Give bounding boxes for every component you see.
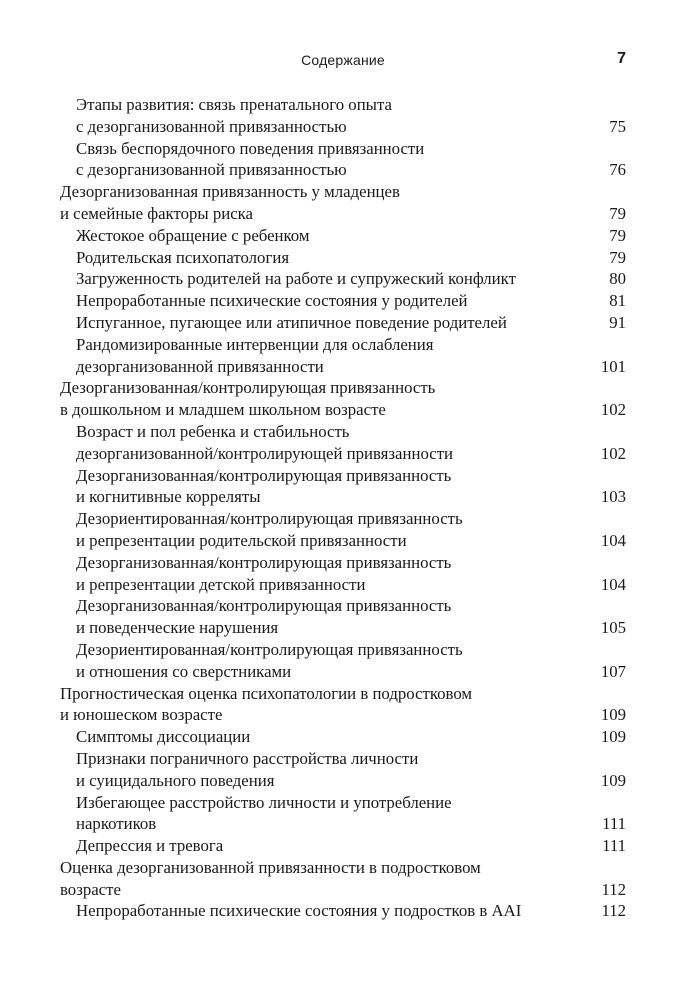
toc-entry-title <box>76 312 574 334</box>
toc-entry-title <box>76 225 574 247</box>
toc-entry-page-number: 112 <box>601 879 626 899</box>
toc-entry <box>60 683 626 727</box>
toc-entry-page-number: 103 <box>600 487 626 507</box>
toc-entry-title <box>76 138 574 182</box>
toc-entry-title-line: и суицидального поведения <box>76 770 275 790</box>
running-header <box>60 48 626 74</box>
toc-entry-page-number: 105 <box>600 618 626 638</box>
toc-entry-page-number: 112 <box>601 901 626 921</box>
toc-entry-page-number: 101 <box>600 356 626 376</box>
running-header-title: Содержание <box>301 52 385 68</box>
toc-entry-title-line: Дезориентированная/контролирующая привязанность <box>76 509 463 529</box>
toc-entry <box>60 334 626 378</box>
toc-entry <box>60 225 626 247</box>
toc-entry-title-line: и отношения со сверстниками <box>76 661 292 681</box>
toc-entry-title <box>76 726 574 748</box>
toc-entry-title-line: и репрезентации родительской привязанности <box>76 530 407 550</box>
toc-entry-page-number: 81 <box>609 291 626 311</box>
toc-entry <box>60 835 626 857</box>
toc-entry <box>60 268 626 290</box>
toc-entry-title-line: и репрезентации детской привязанности <box>76 574 366 594</box>
toc-entry-title-line: Дезорганизованная/контролирующая привязанность <box>76 465 452 485</box>
toc-entry-page-number: 91 <box>609 312 626 332</box>
toc-entry-title-line: Дезорганизованная/контролирующая привязанность <box>76 596 452 616</box>
toc-entry-title-line: Возраст и пол ребенка и стабильность <box>76 421 350 441</box>
toc-entry-title-line: и поведенческие нарушения <box>76 618 279 638</box>
toc-entry-page-number: 102 <box>600 443 626 463</box>
toc-entry-title-line: Дезорганизованная/контролирующая привязанность <box>76 552 452 572</box>
toc-entry-page-number: 104 <box>600 574 626 594</box>
toc-entry-title-line: дезорганизованной/контролирующей привязанности <box>76 443 454 463</box>
toc-entry-page-number: 79 <box>609 247 626 267</box>
table-of-contents <box>60 94 626 922</box>
toc-entry-title <box>76 94 574 138</box>
toc-entry-title-line: и юношеском возрасте <box>60 705 223 725</box>
toc-entry-title-line: наркотиков <box>76 814 157 834</box>
toc-entry-title-line: Депрессия и тревога <box>76 836 224 856</box>
toc-entry <box>60 94 626 138</box>
toc-entry <box>60 639 626 683</box>
toc-entry-title <box>60 683 574 727</box>
toc-entry-page-number: 107 <box>600 661 626 681</box>
toc-entry-title <box>76 290 574 312</box>
toc-entry <box>60 247 626 269</box>
toc-entry-title-line: Жестокое обращение с ребенком <box>76 225 310 245</box>
toc-entry-title-line: Родительская психопатология <box>76 247 290 267</box>
toc-entry-title-line: и когнитивные корреляты <box>76 487 261 507</box>
toc-entry-page-number: 75 <box>609 116 626 136</box>
toc-entry-title <box>60 377 574 421</box>
toc-entry-title <box>76 595 574 639</box>
toc-entry-page-number: 104 <box>600 530 626 550</box>
toc-entry <box>60 552 626 596</box>
toc-entry <box>60 138 626 182</box>
toc-entry-title <box>60 181 574 225</box>
page-number: 7 <box>617 50 626 67</box>
toc-entry-title <box>76 552 574 596</box>
toc-entry-page-number: 79 <box>609 225 626 245</box>
toc-entry-title <box>76 465 574 509</box>
toc-entry <box>60 465 626 509</box>
toc-entry-title <box>60 857 574 901</box>
toc-entry-title-line: Загруженность родителей на работе и супружеский конфликт <box>76 269 516 289</box>
toc-entry <box>60 377 626 421</box>
toc-entry-title <box>76 508 574 552</box>
toc-entry <box>60 312 626 334</box>
toc-entry-title-line: Симптомы диссоциации <box>76 727 251 747</box>
toc-entry-page-number: 80 <box>609 269 626 289</box>
toc-entry <box>60 595 626 639</box>
toc-entry-title-line: дезорганизованной привязанности <box>76 356 324 376</box>
toc-entry-title-line: Непроработанные психические состояния у родителей <box>76 291 468 311</box>
toc-entry-title-line: Дезориентированная/контролирующая привязанность <box>76 639 463 659</box>
toc-entry <box>60 792 626 836</box>
toc-entry-title-line: Испуганное, пугающее или атипичное поведение родителей <box>76 312 507 332</box>
toc-entry-title <box>76 421 574 465</box>
toc-entry-title-line: с дезорганизованной привязанностью <box>76 160 347 180</box>
toc-entry-title-line: с дезорганизованной привязанностью <box>76 116 347 136</box>
toc-entry-title-line: Признаки пограничного расстройства личности <box>76 748 419 768</box>
toc-entry-title <box>76 900 574 922</box>
toc-entry-title-line: Избегающее расстройство личности и употребление <box>76 792 452 812</box>
toc-entry-page-number: 109 <box>600 770 626 790</box>
toc-entry-title <box>76 748 574 792</box>
toc-entry-title-line: в дошкольном и младшем школьном возрасте <box>60 400 386 420</box>
toc-entry <box>60 900 626 922</box>
toc-entry <box>60 508 626 552</box>
toc-entry-page-number: 109 <box>600 727 626 747</box>
toc-entry-page-number: 109 <box>600 705 626 725</box>
toc-entry-title-line: Дезорганизованная/контролирующая привязанность <box>60 378 436 398</box>
toc-entry <box>60 421 626 465</box>
toc-entry-page-number: 79 <box>609 203 626 223</box>
toc-entry-title <box>76 792 574 836</box>
toc-entry-title-line: и семейные факторы риска <box>60 203 254 223</box>
toc-entry <box>60 290 626 312</box>
toc-entry <box>60 857 626 901</box>
toc-entry-page-number: 102 <box>600 400 626 420</box>
toc-entry-title-line: Дезорганизованная привязанность у младенцев <box>60 182 400 202</box>
toc-entry-title-line: Оценка дезорганизованной привязанности в подростковом <box>60 857 481 877</box>
toc-entry <box>60 181 626 225</box>
toc-entry-title <box>76 835 574 857</box>
toc-entry-page-number: 111 <box>602 836 626 856</box>
toc-entry <box>60 726 626 748</box>
toc-entry-title-line: возрасте <box>60 879 121 899</box>
toc-entry-title-line: Рандомизированные интервенции для ослабления <box>76 334 434 354</box>
toc-entry-title <box>76 247 574 269</box>
toc-entry-title <box>76 268 574 290</box>
toc-entry-title-line: Прогностическая оценка психопатологии в подростковом <box>60 683 473 703</box>
toc-entry-page-number: 76 <box>609 160 626 180</box>
toc-entry-title-line: Связь беспорядочного поведения привязанности <box>76 138 425 158</box>
toc-entry-title <box>76 639 574 683</box>
toc-entry-title-line: Этапы развития: связь пренатального опыта <box>76 95 392 114</box>
toc-entry-page-number: 111 <box>602 814 626 834</box>
toc-entry <box>60 748 626 792</box>
toc-entry-title <box>76 334 574 378</box>
toc-entry-title-line: Непроработанные психические состояния у подростков в AAI <box>76 901 522 921</box>
